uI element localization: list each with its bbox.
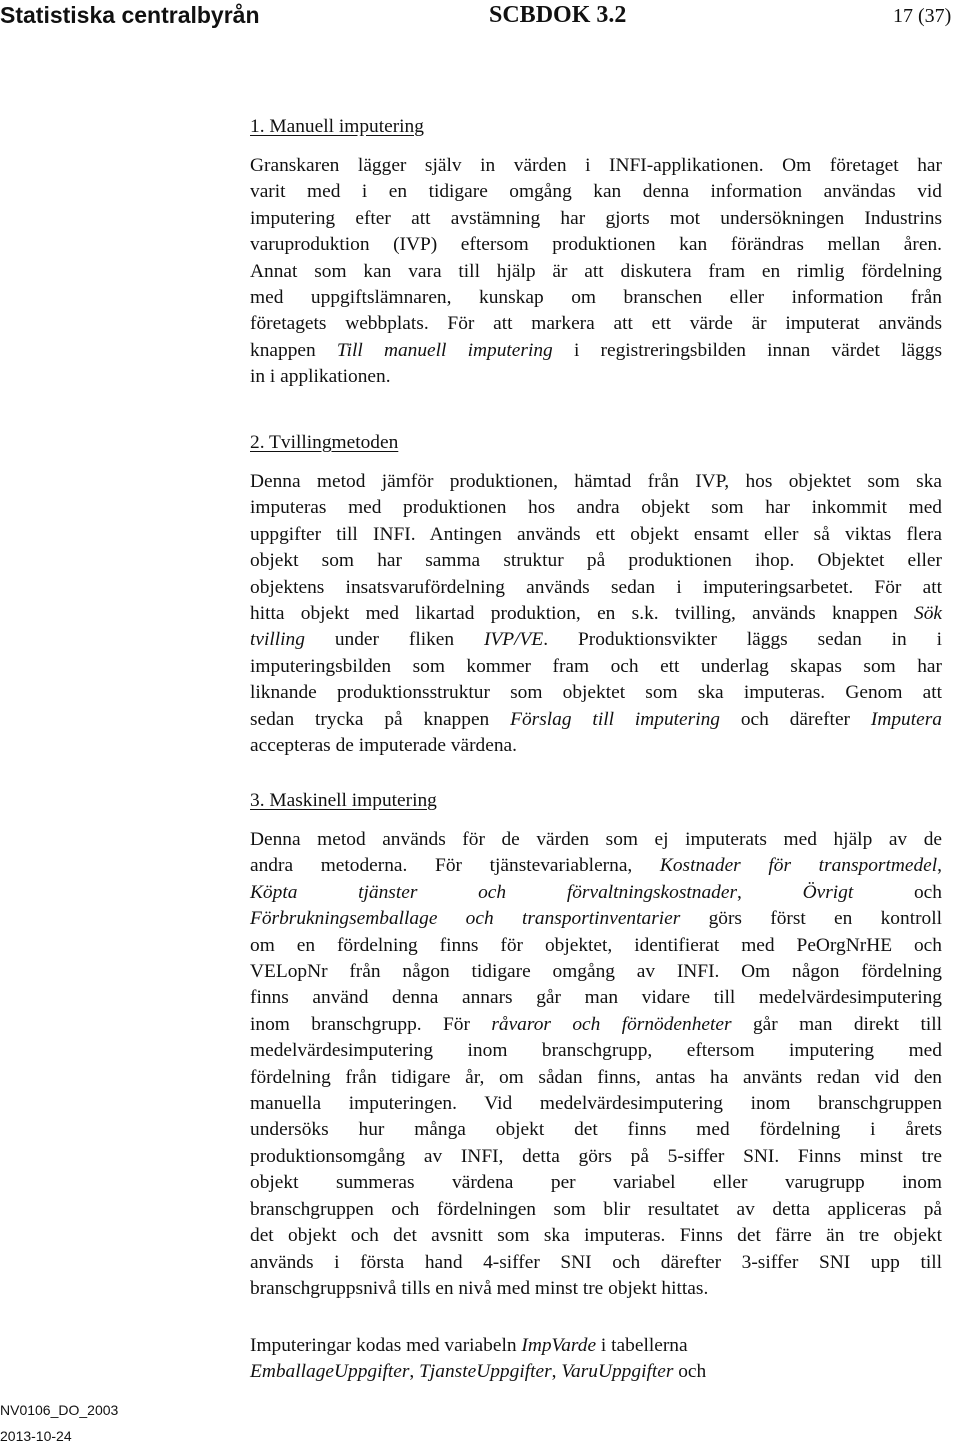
text-line: produktionsomgång av INFI, detta görs på 5-siffer SNI. Finns minst tre (250, 1145, 942, 1167)
italic-term: tvilling (250, 629, 305, 651)
button-name-italic: Till manuell imputering (336, 339, 553, 361)
text-segment: , (409, 1361, 420, 1383)
text-line: undersöks hur många objekt det finns med fördelning i årets (250, 1119, 942, 1141)
text-line (250, 1359, 942, 1385)
document-code: SCBDOK 3.2 (489, 2, 627, 28)
text-line: används i första hand 4-siffer SNI och därefter 3-siffer SNI upp till (250, 1251, 942, 1273)
italic-term: EmballageUppgifter (250, 1361, 410, 1383)
text-line: imputering efter att avstämning har gjorts mot undersökningen Industrins (250, 207, 942, 229)
section-3-paragraph (250, 827, 942, 1302)
text-line (250, 1012, 942, 1038)
text-line: objektens insatsvarufördelning används sedan i imputeringsarbetet. För att (250, 576, 942, 598)
text-line: objekt som har samma struktur på produktionen ihop. Objektet eller (250, 550, 942, 572)
text-segment: under fliken (304, 629, 484, 651)
text-line (250, 707, 942, 733)
text-line: Annat som kan vara till hjälp är att diskutera fram en rimlig fördelning (250, 260, 942, 282)
text-line: finns använd denna annars går man vidare till medelvärdesimputering (250, 987, 942, 1009)
text-line: accepteras de imputerade värdena. (250, 735, 517, 757)
text-line: om en fördelning finns för objektet, identifierat med PeOrgNrHE och (250, 934, 942, 956)
section-1-heading: 1. Manuell imputering (250, 116, 424, 137)
text-line: liknande produktionsstruktur som objektet som ska imputeras. Genom att (250, 682, 942, 704)
text-line: objekt summeras värdena per variabel eller varugrupp inom (250, 1172, 942, 1194)
text-segment: , (937, 855, 942, 877)
text-line: imputeras med produktionen hos andra objekt som har inkommit med (250, 497, 942, 519)
italic-term: IVP/VE (483, 629, 544, 651)
text-segment: knappen (250, 339, 337, 361)
text-segment: . Produktionsvikter läggs sedan in i (543, 629, 943, 651)
section-2-heading: 2. Tvillingmetoden (250, 432, 399, 453)
text-segment: och (673, 1361, 707, 1383)
text-line (250, 338, 942, 364)
text-line: branschgruppsnivå tills en nivå med minst tre objekt hittas. (250, 1277, 709, 1299)
text-line: varuproduktion (IVP) eftersom produktionen kan förändras mellan åren. (250, 234, 942, 256)
section-1-paragraph (250, 153, 942, 391)
text-segment: Imputeringar kodas med variabeln (250, 1335, 522, 1356)
italic-term: VaruUppgifter (561, 1361, 674, 1383)
text-line (250, 1333, 942, 1359)
text-line: företagets webbplats. För att markera att ett värde är imputerat används (250, 313, 942, 335)
page-header (0, 2, 960, 36)
italic-term: Förbrukningsemballage och transportinventarier (250, 908, 681, 930)
text-segment: och därefter (719, 708, 871, 730)
text-line (250, 853, 942, 879)
text-line (250, 880, 942, 906)
italic-term: råvaror och förnödenheter (491, 1013, 732, 1035)
text-line: manuella imputeringen. Vid medelvärdesimputering inom branschgruppen (250, 1093, 942, 1115)
text-line: uppgifter till INFI. Antingen används ett objekt ensamt eller så viktas flera (250, 523, 942, 545)
text-line (250, 627, 942, 653)
section-3-heading: 3. Maskinell imputering (250, 790, 437, 811)
text-line (250, 906, 942, 932)
text-segment: , (737, 881, 803, 903)
footer-docid: NV0106_DO_2003 (0, 1402, 119, 1418)
text-segment: , (551, 1361, 562, 1383)
text-segment: andra metoderna. För tjänstevariablerna, (250, 855, 660, 877)
italic-term: Förslag till imputering (510, 708, 720, 730)
text-line: Denna metod används för de värden som ej imputerats med hjälp av de (250, 829, 942, 850)
footer-date: 2013-10-24 (0, 1428, 72, 1444)
text-line: varit med i en tidigare omgång kan denna information användas vid (250, 181, 942, 203)
text-segment: görs först en kontroll (680, 908, 943, 930)
section-2-paragraph (250, 469, 942, 759)
italic-term: Köpta tjänster och förvaltningskostnader (250, 881, 738, 903)
italic-term: Övrigt (802, 881, 854, 903)
italic-term: Sök (914, 603, 942, 625)
section-4-paragraph (250, 1333, 942, 1386)
text-segment: går man direkt till (731, 1013, 942, 1035)
text-segment: och (853, 881, 942, 903)
organization-name: Statistiska centralbyrån (0, 2, 260, 28)
italic-term: TjansteUppgifter (419, 1361, 552, 1383)
italic-term: Imputera (870, 708, 942, 730)
text-line: branschgruppen och fördelningen som blir resultatet av detta appliceras på (250, 1198, 942, 1220)
text-line: medelvärdesimputering inom branschgrupp, eftersom imputering med (250, 1040, 942, 1062)
text-segment: i tabellerna (596, 1335, 688, 1356)
text-line: in i applikationen. (250, 366, 391, 388)
text-segment: sedan trycka på knappen (250, 708, 511, 730)
italic-term: Kostnader för transportmedel (659, 855, 938, 877)
text-line: imputeringsbilden som kommer fram och ett underlag skapas som har (250, 655, 942, 677)
text-line: Denna metod jämför produktionen, hämtad från IVP, hos objektet som ska (250, 471, 942, 492)
italic-term: ImpVarde (521, 1335, 597, 1356)
text-segment: i registreringsbilden innan värdet läggs (552, 339, 942, 361)
text-line: fördelning från tidigare år, om sådan finns, antas ha använts redan vid den (250, 1066, 942, 1088)
text-line (250, 601, 942, 627)
page-number: 17 (37) (893, 5, 952, 27)
text-segment: inom branschgrupp. För (250, 1013, 492, 1035)
text-line: med uppgiftslämnaren, kunskap om branschen eller information från (250, 287, 942, 309)
text-line: Granskaren lägger själv in värden i INFI-applikationen. Om företaget har (250, 155, 942, 176)
text-segment: hitta objekt med likartad produktion, en s.k. tvilling, används knappen (250, 603, 914, 625)
text-line: det objekt och det avsnitt som ska imputeras. Finns det färre än tre objekt (250, 1225, 942, 1247)
text-line: VELopNr från någon tidigare omgång av INFI. Om någon fördelning (250, 961, 942, 983)
